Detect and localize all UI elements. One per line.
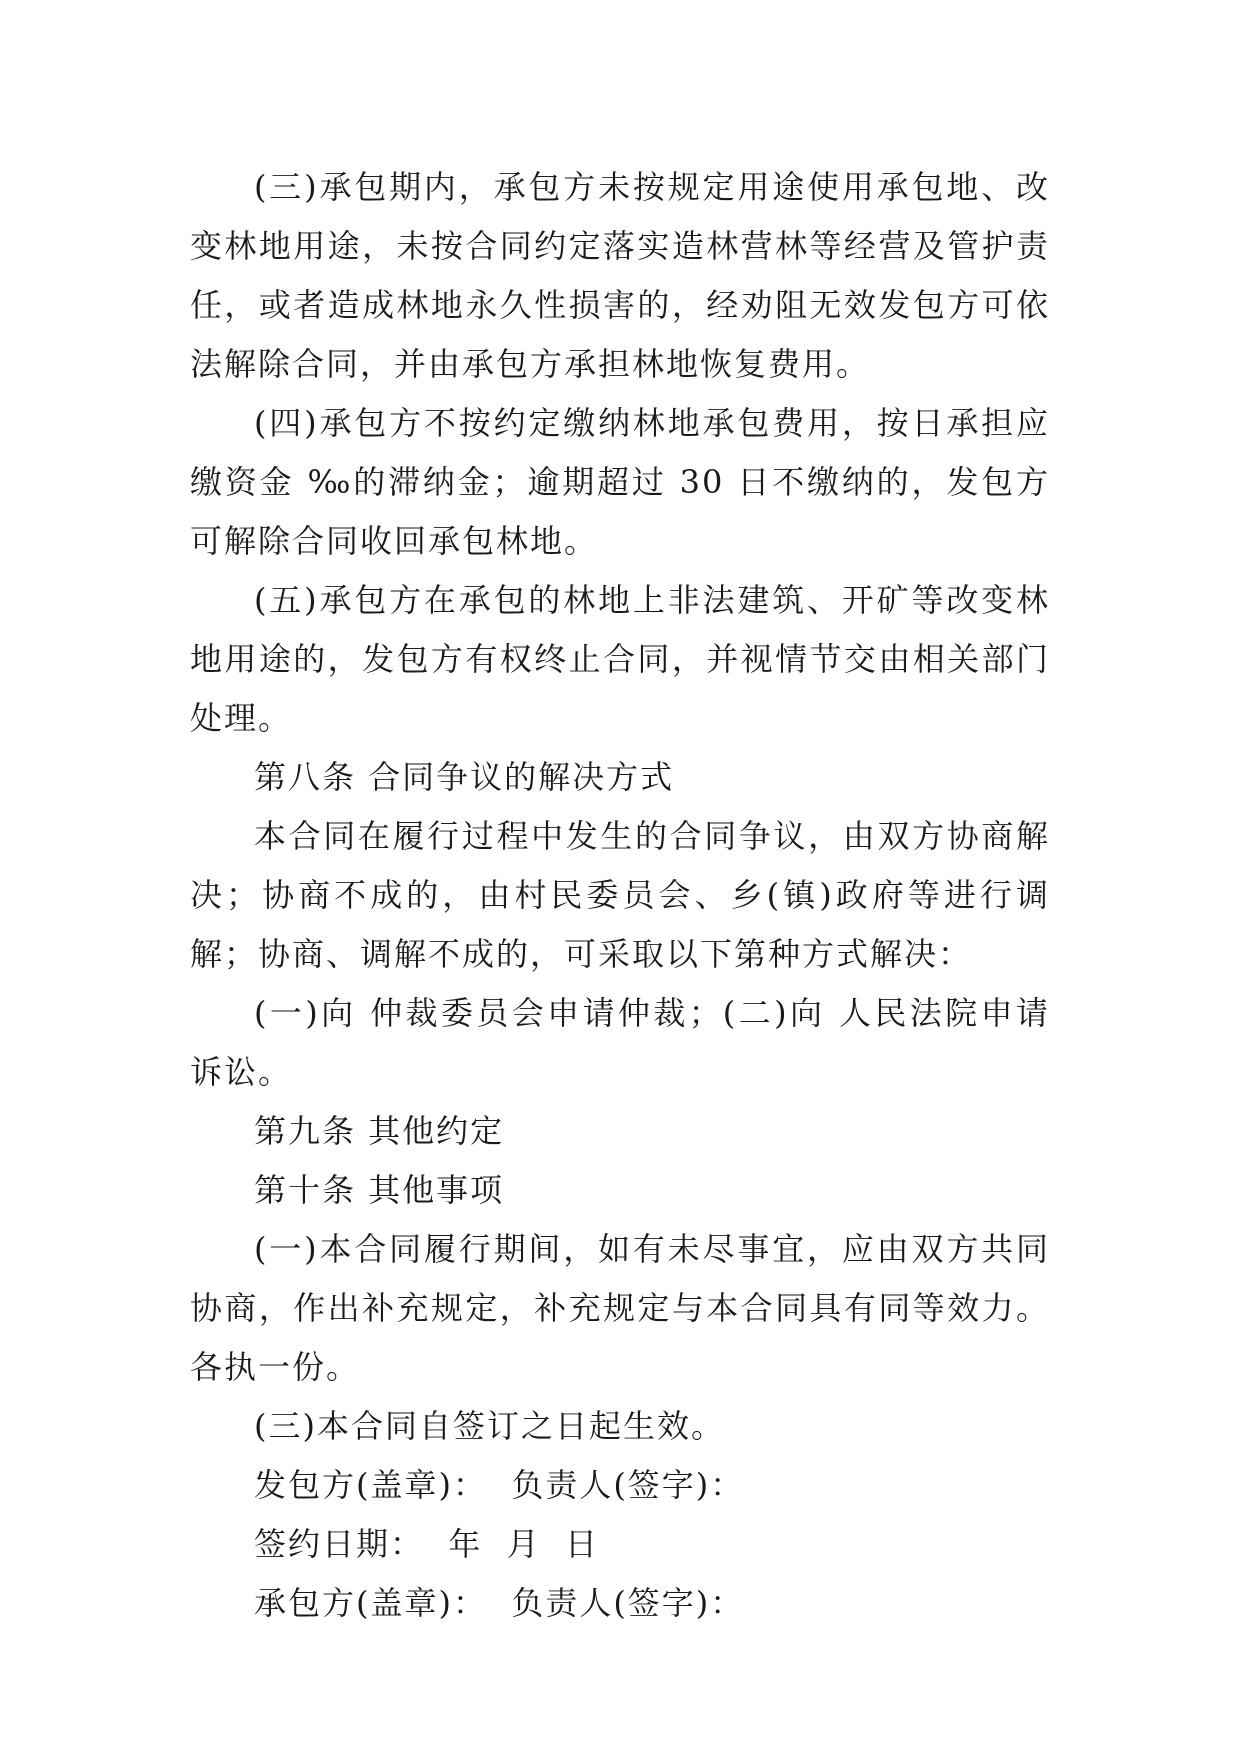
- dispute-options-paragraph: (一)向 仲裁委员会申请仲裁；(二)向 人民法院申请诉讼。: [190, 994, 1050, 1091]
- clause-4-paragraph: (四)承包方不按约定缴纳林地承包费用，按日承担应缴资金 ‰的滞纳金；逾期超过 30 日不缴纳的，发包方可解除合同收回承包林地。: [190, 404, 1050, 560]
- signing-date-line: 签约日期： 年 月 日: [254, 1525, 600, 1563]
- document-body: [190, 158, 1050, 1633]
- clause-3-paragraph: (三)承包期内，承包方未按规定用途使用承包地、改变林地用途，未按合同约定落实造林营林等经营及管护责任，或者造成林地永久性损害的，经劝阻无效发包方可依法解除合同，并由承包方承担林地恢复费用。: [190, 168, 1050, 383]
- effective-date-paragraph: (三)本合同自签订之日起生效。: [254, 1407, 725, 1445]
- dispute-resolution-paragraph: 本合同在履行过程中发生的合同争议，由双方协商解决；协商不成的，由村民委员会、乡(镇)政府等进行调解；协商、调解不成的，可采取以下第种方式解决：: [190, 817, 1050, 973]
- employer-signature-line: 发包方(盖章)： 负责人(签字)：: [254, 1466, 745, 1504]
- article-9-heading: 第九条 其他约定: [254, 1112, 505, 1150]
- article-10-heading: 第十条 其他事项: [254, 1171, 505, 1209]
- contractor-signature-line: 承包方(盖章)： 负责人(签字)：: [254, 1584, 745, 1622]
- article-8-heading: 第八条 合同争议的解决方式: [254, 758, 675, 796]
- clause-5-paragraph: (五)承包方在承包的林地上非法建筑、开矿等改变林地用途的，发包方有权终止合同，并视情节交由相关部门处理。: [190, 581, 1050, 737]
- other-matters-paragraph: (一)本合同履行期间，如有未尽事宜，应由双方共同协商，作出补充规定，补充规定与本合同具有同等效力。 各执一份。: [190, 1230, 1050, 1386]
